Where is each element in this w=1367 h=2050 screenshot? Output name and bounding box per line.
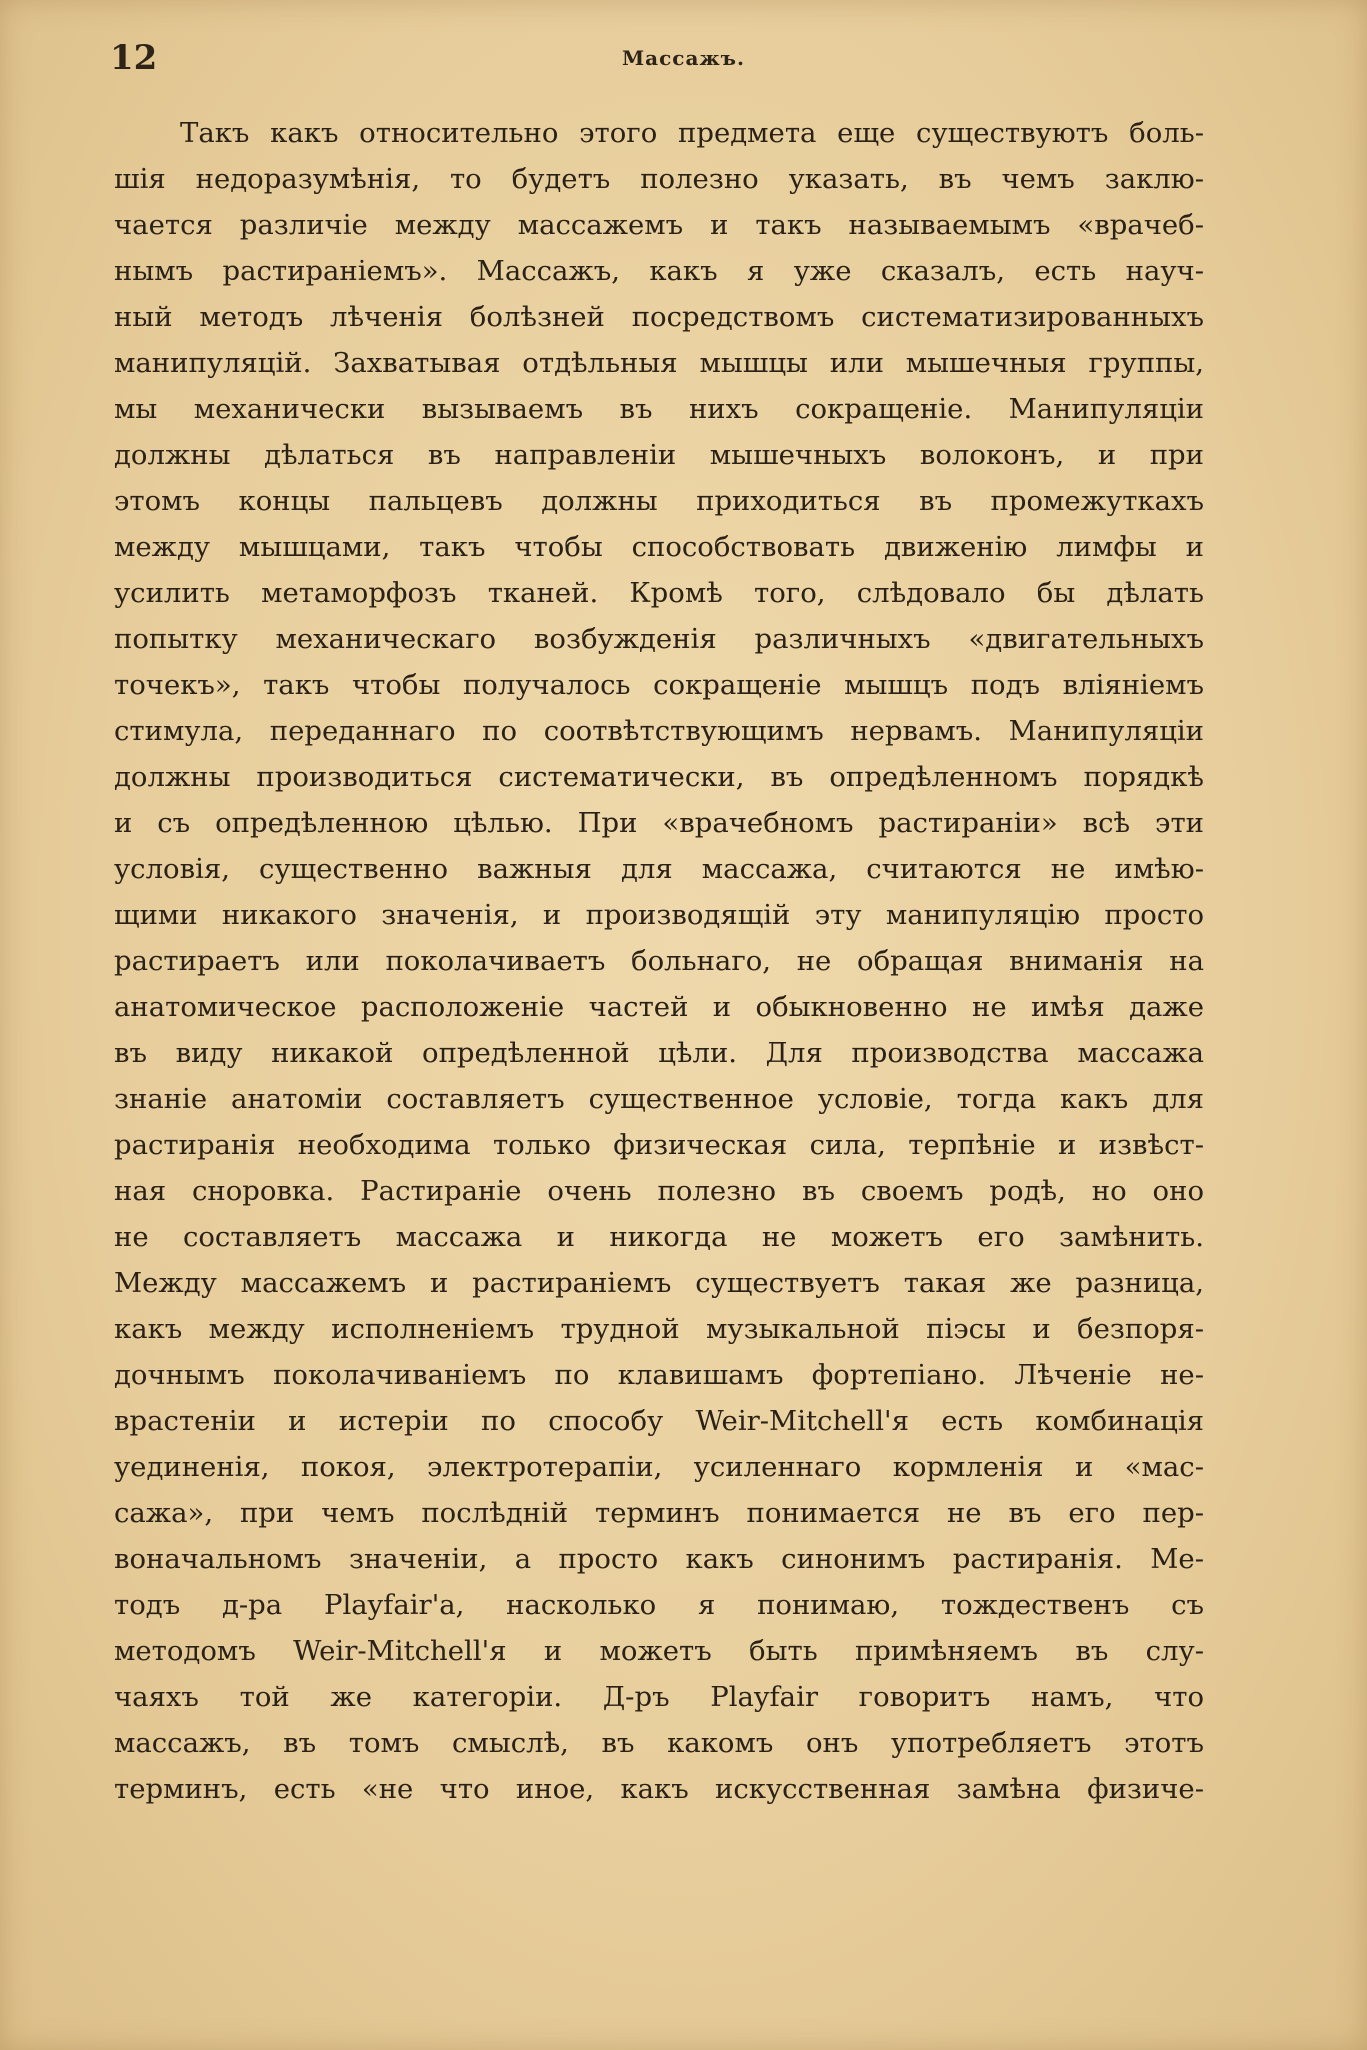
text-line: щими никакого значенія, и производящій эту манипуляцію просто [114,899,1204,931]
text-line: должны производиться систематически, въ опредѣленномъ порядкѣ [114,761,1204,793]
text-line: воначальномъ значеніи, а просто какъ синонимъ растиранія. Ме- [114,1543,1204,1575]
text-line: чается различіе между массажемъ и такъ называемымъ «врачеб- [114,209,1204,241]
text-line: въ виду никакой опредѣленной цѣли. Для производства массажа [114,1037,1204,1069]
text-line: манипуляцій. Захватывая отдѣльныя мышцы или мышечныя группы, [114,347,1204,379]
text-line: и съ опредѣленною цѣлью. При «врачебномъ растираніи» всѣ эти [114,807,1204,839]
page-number: 12 [110,38,158,78]
text-line: должны дѣлаться въ направленіи мышечныхъ волоконъ, и при [114,439,1204,471]
text-line: растираетъ или поколачиваетъ больнаго, не обращая вниманія на [114,945,1204,977]
text-line: дочнымъ поколачиваніемъ по клавишамъ фортепіано. Лѣченіе не- [114,1359,1204,1391]
text-line: усилить метаморфозъ тканей. Кромѣ того, слѣдовало бы дѣлать [114,577,1204,609]
text-line: сажа», при чемъ послѣдній терминъ понимается не въ его пер- [114,1497,1204,1529]
text-line: мы механически вызываемъ въ нихъ сокращеніе. Манипуляціи [114,393,1204,425]
text-line: Между массажемъ и растираніемъ существуетъ такая же разница, [114,1267,1204,1299]
text-line: точекъ», такъ чтобы получалось сокращеніе мышцъ подъ вліяніемъ [114,669,1204,701]
text-line: условія, существенно важныя для массажа, считаются не имѣю- [114,853,1204,885]
text-line: попытку механическаго возбужденія различныхъ «двигательныхъ [114,623,1204,655]
text-line: ный методъ лѣченія болѣзней посредствомъ систематизированныхъ [114,301,1204,333]
text-line: растиранія необходима только физическая сила, терпѣніе и извѣст- [114,1129,1204,1161]
text-line: врастеніи и истеріи по способу Weir-Mitchell'я есть комбинація [114,1405,1204,1437]
text-line: уединенія, покоя, электротерапіи, усиленнаго кормленія и «мас- [114,1451,1204,1483]
text-line: массажъ, въ томъ смыслѣ, въ какомъ онъ употребляетъ этотъ [114,1727,1204,1759]
body-text [114,110,1204,1812]
running-head [110,38,1257,82]
text-line: тодъ д-ра Playfair'а, насколько я понимаю, тождественъ съ [114,1589,1204,1621]
text-line: какъ между исполненіемъ трудной музыкальной піэсы и безпоря- [114,1313,1204,1345]
running-title: Массажъ. [622,46,745,70]
text-line: нымъ растираніемъ». Массажъ, какъ я уже сказалъ, есть науч- [114,255,1204,287]
text-line: Такъ какъ относительно этого предмета еще существуютъ боль- [180,117,1204,149]
text-line: чаяхъ той же категоріи. Д-ръ Playfair говоритъ намъ, что [114,1681,1204,1713]
text-line: не составляетъ массажа и никогда не можетъ его замѣнить. [114,1221,1204,1253]
text-line: шія недоразумѣнія, то будетъ полезно указать, въ чемъ заклю- [114,163,1204,195]
text-line: анатомическое расположеніе частей и обыкновенно не имѣя даже [114,991,1204,1023]
text-line: знаніе анатоміи составляетъ существенное условіе, тогда какъ для [114,1083,1204,1115]
text-line: ная сноровка. Растираніе очень полезно въ своемъ родѣ, но оно [114,1175,1204,1207]
text-line: стимула, переданнаго по соотвѣтствующимъ нервамъ. Манипуляціи [114,715,1204,747]
text-line: методомъ Weir-Mitchell'я и можетъ быть примѣняемъ въ слу- [114,1635,1204,1667]
text-line: терминъ, есть «не что иное, какъ искусственная замѣна физиче- [114,1773,1204,1805]
text-line: между мышцами, такъ чтобы способствовать движенію лимфы и [114,531,1204,563]
text-line: этомъ концы пальцевъ должны приходиться въ промежуткахъ [114,485,1204,517]
